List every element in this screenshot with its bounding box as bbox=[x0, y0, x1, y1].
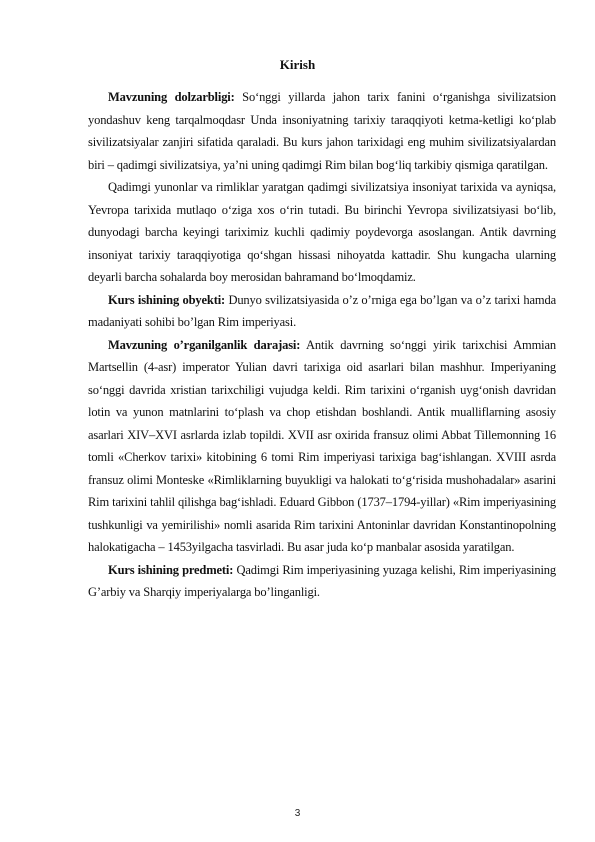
paragraph-text: Qadimgi Rim imperiyasining yuzaga kelishi, Rim imperiyasining G’arbiy va Sharqiy imperiyalarga bo’linganligi. bbox=[88, 562, 556, 599]
paragraph-text: Qadimgi yunonlar va rimliklar yaratgan qadimgi sivilizatsiya insoniyat tarixida va ayniqsa, Yevropa tarixida mutlaqo o‘ziga xos o‘rin tutadi. Bu birinchi Yevropa sivilizatsiyasi bo‘lib, dunyodagi barcha keyingi tariximiz kuchli qadimiy poydevorga asoslangan. Antik davrning insoniyat tarixiy taraqqiyotiga qo‘shgan hissasi nihoyatda kattadir. Shu kungacha ularning deyarli barcha sohalarda boy merosidan bahramand bo‘lmoqdamiz. bbox=[88, 180, 556, 284]
paragraph-study-level bbox=[88, 334, 556, 559]
paragraph-text: Antik davrning so‘nggi yirik tarixchisi Ammian Martsellin (4-asr) imperator Yulian davri tarixiga oid asarlari bilan mashhur. Imperiyaning so‘nggi davrida xristian tarixchiligi vujudga keldi. Rim tarixini o‘rganish uyg‘onish davridan lotin va yunon matnlarini to‘plash va chop etishdan boshlandi. Antik mualliflarning asosiy asarlari XIV–XVI asrlarda izlab topildi. XVII asr oxirida fransuz olimi Abbat Tillemonning 16 tomli «Cherkov tarixi» kitobining 6 tomi Rim imperiyasi tarixiga bag‘ishlangan. XVIII asrda fransuz olimi Monteske «Rimliklarning buyukligi va halokati to‘g‘risida mushohadalar» asarini Rim tarixini tahlil qilishga bag‘ishladi. Eduard Gibbon (1737–1794-yillar) «Rim imperiyasining tushkunligi va yemirilishi» nomli asarida Rim tarixini Antoninlar davridan Konstantinopolning halokatigacha – 1453yilgacha tasvirladi. Bu asar juda ko‘p manbalar asosida yaratilgan. bbox=[88, 337, 556, 554]
paragraph-text: So‘nggi yillarda jahon tarix fanini o‘rganishga sivilizatsion yondashuv keng tarqalmoqdasr Unda insoniyatning tarixiy taraqqiyoti ketma-ketligi ko‘plab sivilizatsiyalar zanjiri sifatida qaraladi. Bu kurs jahon tarixidagi eng muhim sivilizatsiyalardan biri – qadimgi sivilizatsiya, ya’ni uning qadimgi Rim bilan bog‘liq tarkibiy qismiga qaratilgan. bbox=[88, 90, 556, 172]
paragraph-subject bbox=[88, 559, 556, 604]
paragraph-label: Mavzuning dolzarbligi: bbox=[108, 90, 235, 104]
paragraph-text: Dunyo svilizatsiyasida o’z o’rniga ega bo’lgan va o’z tarixi hamda madaniyati sohibi bo’lgan Rim imperiyasi. bbox=[88, 292, 556, 329]
page-heading: Kirish bbox=[279, 57, 316, 72]
paragraph-ancient-civilization bbox=[88, 176, 556, 289]
paragraph-label: Mavzuning o’rganilganlik darajasi: bbox=[108, 337, 301, 352]
paragraph-label: Kurs ishining obyekti: bbox=[108, 292, 226, 307]
document-body bbox=[88, 86, 556, 604]
paragraph-relevance bbox=[88, 86, 556, 176]
paragraph-object bbox=[88, 289, 556, 334]
page-number: 3 bbox=[294, 808, 301, 819]
paragraph-label: Kurs ishining predmeti: bbox=[108, 562, 234, 577]
